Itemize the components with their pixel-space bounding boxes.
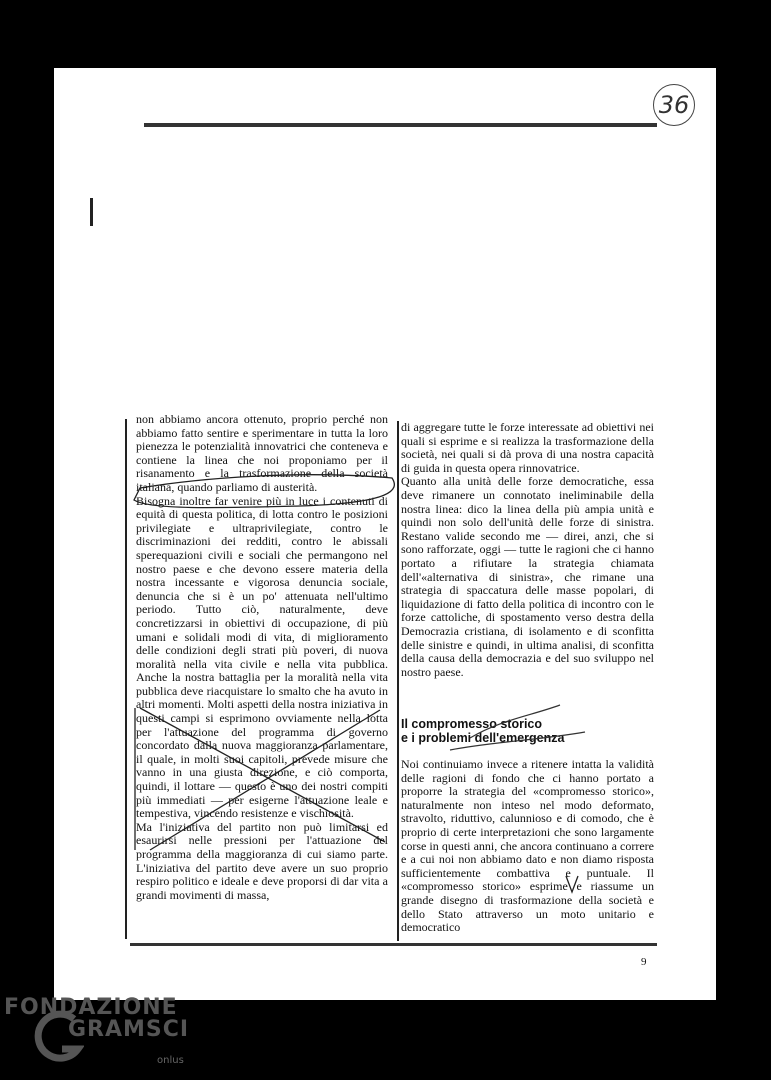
watermark-line2: GRAMSCI bbox=[68, 1017, 190, 1042]
watermark-line3: onlus bbox=[157, 1055, 184, 1066]
right-column-top bbox=[401, 421, 654, 679]
middle-margin-bracket bbox=[397, 421, 399, 941]
section-heading bbox=[401, 717, 654, 745]
section-heading-line2: e i problemi dell'emergenza bbox=[401, 731, 565, 745]
right-column-bottom bbox=[401, 758, 654, 935]
margin-tick-mark bbox=[90, 198, 93, 226]
left-paragraph-1: non abbiamo ancora ottenuto, proprio perché non abbiamo fatto sentire e sperimentare in tutta la loro pienezza le potenzialità innovatrici che conteneva e contiene la linea che noi proponiamo per il risanamento e la trasformazione della società italiana, quando parliamo di austerità. bbox=[136, 412, 388, 494]
bottom-rule bbox=[130, 943, 657, 946]
left-column bbox=[136, 413, 388, 902]
top-rule bbox=[144, 123, 657, 127]
section-heading-line1: Il compromesso storico bbox=[401, 717, 543, 731]
right-paragraph-1: di aggregare tutte le forze interessate ad obiettivi nei quali si esprime e si realizza la trasformazione della società, nei quali si dà prova di una nostra capacità di guida in questa opera rinnovatrice. bbox=[401, 420, 654, 475]
handwritten-page-mark: 36 bbox=[653, 84, 695, 126]
left-paragraph-3: Ma l'iniziativa del partito non può limitarsi ed esaurirsi nelle pressioni per l'attuazione del programma della maggioranza di cui siamo parte. L'iniziativa del partito deve avere un suo proprio respiro politico e ideale e deve proporsi di dar vita a grandi movimenti di massa, bbox=[136, 819, 388, 902]
left-paragraph-2: Bisogna inoltre far venire più in luce i contenuti di equità di questa politica, di lotta contro le posizioni privilegiate e ultraprivilegiate, contro le discriminazioni dei redditi, contro le abissali sperequazioni civili e sociali che permangono nel nostro paese e che devono essere materia della nostra incessante e vigorosa denuncia sociale, denuncia che si è un po' attenuata nell'ultimo periodo. Tutto ciò, naturalmente, deve concretizzarsi in obiettivi di occupazione, di più umani e solidali modi di vita, di miglioramento delle condizioni degli strati più poveri, di nuova moralità nella vita civile e nella vita pubblica. Anche la nostra battaglia per la moralità nella vita pubblica deve riacquistare lo smalto che ha avuto in altri momenti. Molti aspetti della nostra iniziativa in questi campi si esprimono ovviamente nella lotta per l'attuazione del programma di governo concordato dalla nuova maggioranza parlamentare, il quale, in molti suoi capitoli, prevede misure che vanno in una giusta direzione, e ciò comporta, quindi, il lottare — questo è uno dei nostri compiti più immediati — per esigerne l'attuazione leale e tempestiva, vincendo resistenze e vischiosità. bbox=[136, 493, 388, 821]
watermark-line1: FONDAZIONE bbox=[4, 995, 178, 1020]
right-paragraph-2: Quanto alla unità delle forze democratiche, essa deve rimanere un connotato ineliminabile della nostra linea: dico la linea della più ampia unità e quindi non solo dell'unità delle forze di sinistra. Restano valide secondo me — direi, anzi, che si sono rafforzate, oggi — tutte le ragioni che ci hanno portato a rifiutare la strategia chiamata dell'«alternativa di sinistra», che rimane una strategia di spaccatura delle masse popolari, di liquidazione di fatto della politica di incontro con le forze cattoliche, di spostamento verso destra della Democrazia cristiana, di isolamento e di sconfitta delle sinistre e quindi, in ultima analisi, di sconfitta della causa della democrazia e del suo sviluppo nel nostro paese. bbox=[401, 474, 654, 679]
fondazione-gramsci-watermark bbox=[4, 995, 189, 1080]
page-number: 9 bbox=[641, 956, 647, 968]
left-margin-bracket bbox=[125, 419, 127, 939]
right-paragraph-3: Noi continuiamo invece a ritenere intatta la validità delle ragioni di fondo che ci hanno portato a proporre la strategia del «compromesso storico», naturalmente non inteso nel modo deformato, stravolto, riduttivo, calunnioso e di comodo, che è proprio di certe interpretazioni che sono largamente corse in questi anni, che ancora continuano a correre e a cui noi non abbiamo dato e non diamo risposta sufficientemente combattiva e puntuale. Il «compromesso storico» esprime e riassume un grande disegno di trasformazione della società e dello Stato attraverso un moto unitario e democratico bbox=[401, 757, 654, 935]
